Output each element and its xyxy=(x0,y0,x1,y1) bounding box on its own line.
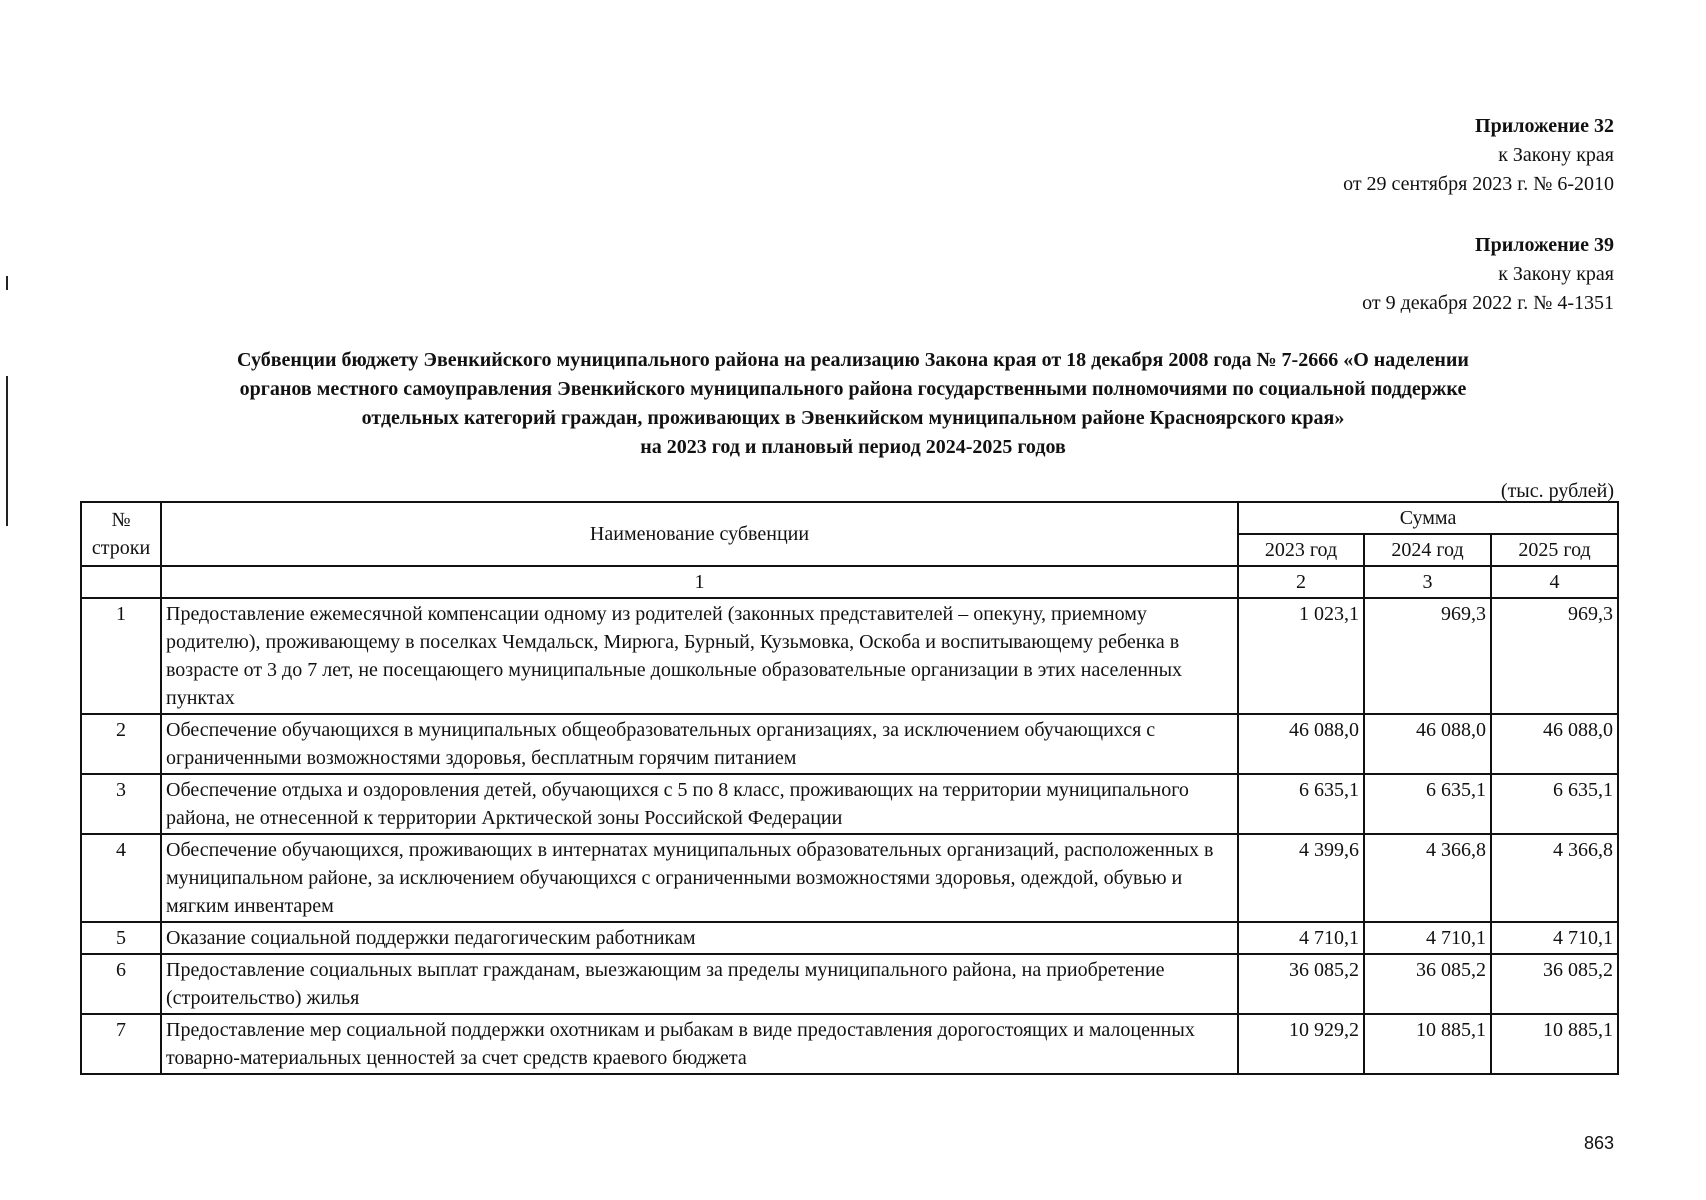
amount-2024-cell: 969,3 xyxy=(1364,598,1491,714)
appendix-law-line: к Закону края xyxy=(1498,144,1614,166)
title-line: органов местного самоуправления Эвенкийского муниципального района государственными полномочиями по социальной поддержке xyxy=(239,378,1467,400)
column-number-row xyxy=(81,566,1618,598)
table-row xyxy=(81,714,1618,774)
amount-2023-cell: 6 635,1 xyxy=(1238,774,1364,834)
table-row xyxy=(81,834,1618,922)
subvention-name-cell: Предоставление мер социальной поддержки охотникам и рыбакам в виде предоставления дорогостоящих и малоценных товарно-материальных ценностей за счет средств краевого бюджета xyxy=(161,1014,1238,1074)
page-number: 863 xyxy=(1583,1133,1614,1153)
amount-2023-cell: 46 088,0 xyxy=(1238,714,1364,774)
column-number-cell: 4 xyxy=(1491,566,1618,598)
column-number-cell: 1 xyxy=(161,566,1238,598)
header-no-label: строки xyxy=(91,537,151,559)
subvention-name-cell: Оказание социальной поддержки педагогическим работникам xyxy=(161,922,1238,954)
appendix-date-line: от 9 декабря 2022 г. № 4-1351 xyxy=(1362,292,1614,314)
amount-2025-cell: 4 710,1 xyxy=(1491,922,1618,954)
amount-2024-cell: 4 710,1 xyxy=(1364,922,1491,954)
row-number-cell: 5 xyxy=(81,922,161,954)
subvention-name-cell: Обеспечение обучающихся в муниципальных общеобразовательных организациях, за исключением обучающихся с ограниченными возможностями здоровья, бесплатным горячим питанием xyxy=(161,714,1238,774)
table-row xyxy=(81,954,1618,1014)
row-number-cell: 6 xyxy=(81,954,161,1014)
amount-2024-cell: 36 085,2 xyxy=(1364,954,1491,1014)
appendix-date-line: от 29 сентября 2023 г. № 6-2010 xyxy=(1343,173,1614,195)
units-label: (тыс. рублей) xyxy=(1500,480,1614,502)
header-no-symbol: № xyxy=(111,509,131,531)
header-year-2025: 2025 год xyxy=(1491,534,1618,566)
row-number-cell: 3 xyxy=(81,774,161,834)
title-line: Субвенции бюджету Эвенкийского муниципального района на реализацию Закона края от 18 декабря 2008 года № 7-2666 «О наделении xyxy=(237,349,1469,371)
appendix-title: Приложение 32 xyxy=(1475,115,1614,137)
amount-2025-cell: 36 085,2 xyxy=(1491,954,1618,1014)
amount-2024-cell: 46 088,0 xyxy=(1364,714,1491,774)
amount-2025-cell: 969,3 xyxy=(1491,598,1618,714)
amount-2023-cell: 36 085,2 xyxy=(1238,954,1364,1014)
subvention-name-cell: Предоставление социальных выплат гражданам, выезжающим за пределы муниципального района, на приобретение (строительство) жилья xyxy=(161,954,1238,1014)
amount-2024-cell: 10 885,1 xyxy=(1364,1014,1491,1074)
header-sum: Сумма xyxy=(1238,502,1618,534)
amount-2025-cell: 6 635,1 xyxy=(1491,774,1618,834)
amount-2023-cell: 4 710,1 xyxy=(1238,922,1364,954)
header-row-number xyxy=(81,502,161,566)
document-title xyxy=(80,346,1626,462)
header-year-2023: 2023 год xyxy=(1238,534,1364,566)
amount-2025-cell: 46 088,0 xyxy=(1491,714,1618,774)
subvention-name-cell: Предоставление ежемесячной компенсации одному из родителей (законных представителей – опекуну, приемному родителю), проживающему в поселках Чемдальск, Мирюга, Бурный, Кузьмовка, Оскоба и воспитывающему ребенка в возрасте от 3 до 7 лет, не посещающего муниципальные дошкольные образовательные организации в этих населенных пунктах xyxy=(161,598,1238,714)
subvention-name-cell: Обеспечение отдыха и оздоровления детей, обучающихся с 5 по 8 класс, проживающих на территории муниципального района, не отнесенной к территории Арктической зоны Российской Федерации xyxy=(161,774,1238,834)
amount-2025-cell: 10 885,1 xyxy=(1491,1014,1618,1074)
amount-2023-cell: 10 929,2 xyxy=(1238,1014,1364,1074)
column-number-cell: 3 xyxy=(1364,566,1491,598)
amount-2025-cell: 4 366,8 xyxy=(1491,834,1618,922)
appendix-39-block xyxy=(1362,231,1614,318)
appendix-32-block xyxy=(1343,112,1614,199)
column-number-cell: 2 xyxy=(1238,566,1364,598)
row-number-cell: 2 xyxy=(81,714,161,774)
amount-2023-cell: 4 399,6 xyxy=(1238,834,1364,922)
amount-2024-cell: 4 366,8 xyxy=(1364,834,1491,922)
table-row xyxy=(81,1014,1618,1074)
appendix-title: Приложение 39 xyxy=(1475,234,1614,256)
title-line: отдельных категорий граждан, проживающих в Эвенкийском муниципальном районе Красноярского края» xyxy=(361,407,1345,429)
appendix-law-line: к Закону края xyxy=(1498,263,1614,285)
margin-scan-mark xyxy=(6,276,8,290)
table-row xyxy=(81,774,1618,834)
header-name: Наименование субвенции xyxy=(161,502,1238,566)
table-header-row xyxy=(81,502,1618,534)
margin-scan-mark xyxy=(6,376,8,526)
table-row xyxy=(81,598,1618,714)
table-row xyxy=(81,922,1618,954)
row-number-cell: 4 xyxy=(81,834,161,922)
title-line: на 2023 год и плановый период 2024-2025 годов xyxy=(640,436,1066,458)
amount-2024-cell: 6 635,1 xyxy=(1364,774,1491,834)
amount-2023-cell: 1 023,1 xyxy=(1238,598,1364,714)
row-number-cell: 7 xyxy=(81,1014,161,1074)
subventions-table xyxy=(80,501,1619,1075)
column-number-cell xyxy=(81,566,161,598)
row-number-cell: 1 xyxy=(81,598,161,714)
header-year-2024: 2024 год xyxy=(1364,534,1491,566)
subvention-name-cell: Обеспечение обучающихся, проживающих в интернатах муниципальных образовательных организаций, расположенных в муниципальном районе, за исключением обучающихся с ограниченными возможностями здоровья, одеждой, обувью и мягким инвентарем xyxy=(161,834,1238,922)
